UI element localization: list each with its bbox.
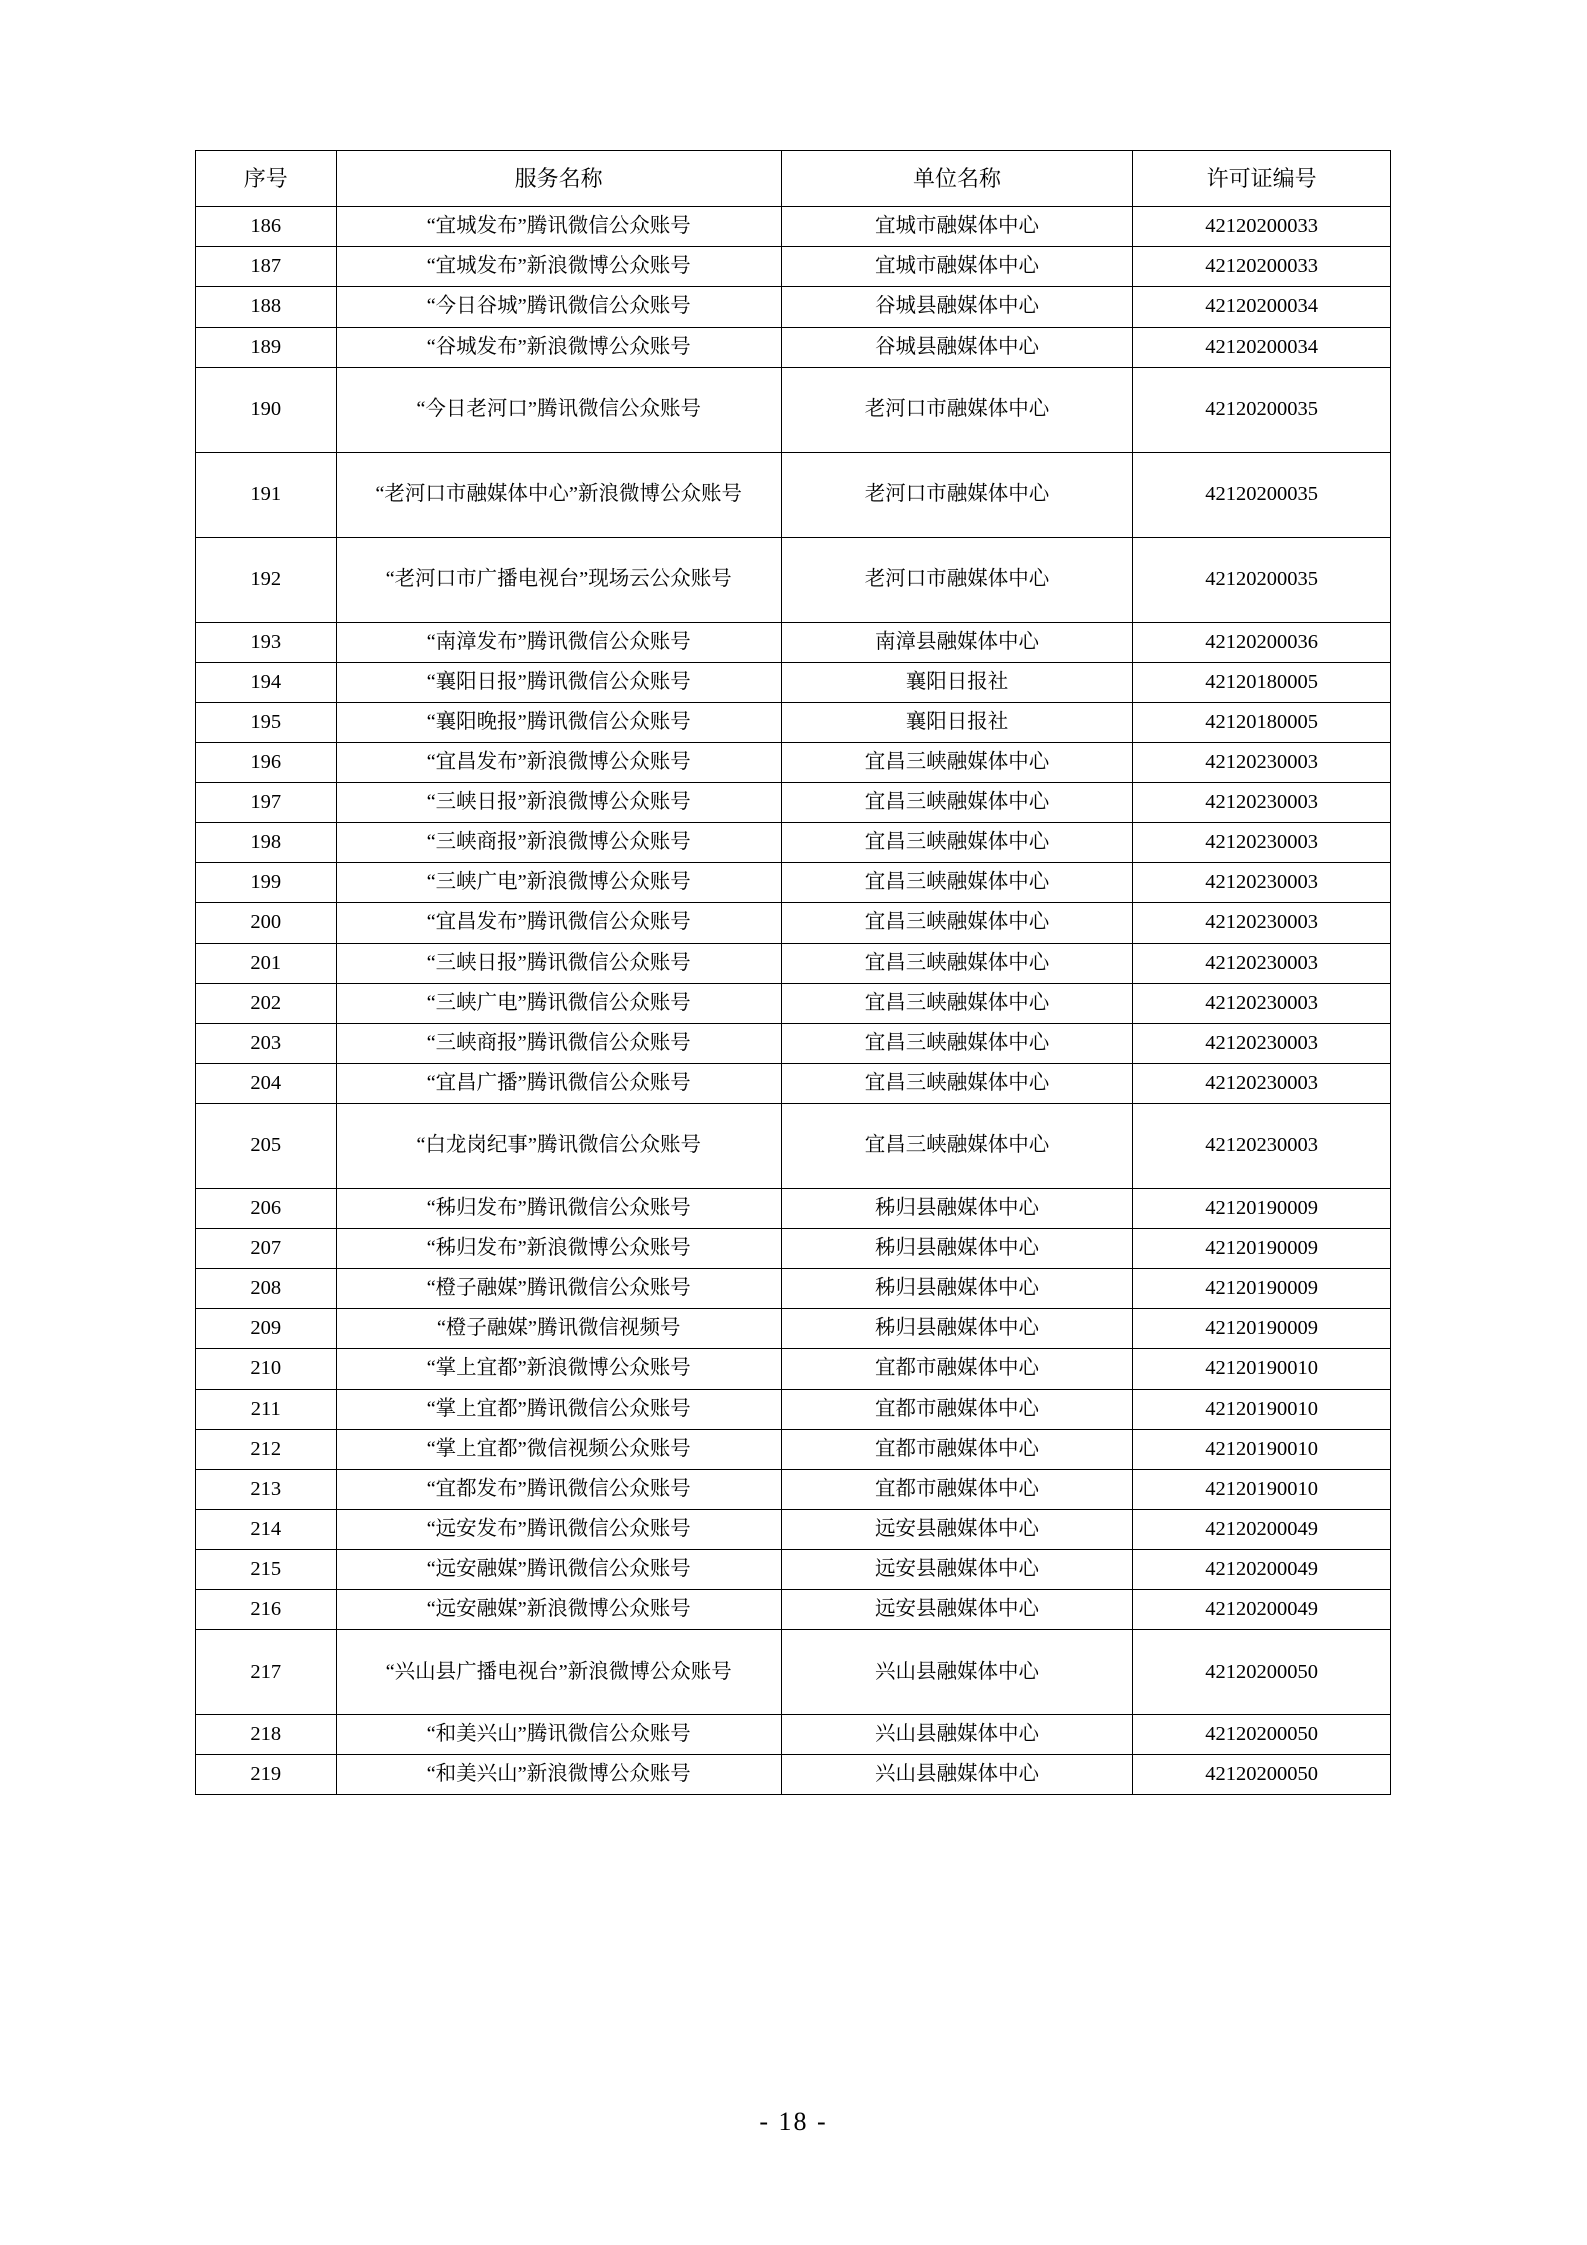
cell-license-number: 42120230003 (1133, 983, 1391, 1023)
cell-license-number: 42120200050 (1133, 1715, 1391, 1755)
cell-unit-name: 兴山县融媒体中心 (781, 1715, 1132, 1755)
cell-service-name: “宜昌发布”新浪微博公众账号 (336, 743, 781, 783)
cell-unit-name: 谷城县融媒体中心 (781, 287, 1132, 327)
cell-service-name: “襄阳日报”腾讯微信公众账号 (336, 662, 781, 702)
table-row (196, 1509, 1391, 1549)
cell-license-number: 42120200033 (1133, 207, 1391, 247)
table-row (196, 1023, 1391, 1063)
table-header-row (196, 151, 1391, 207)
table-row (196, 287, 1391, 327)
cell-license-number: 42120200049 (1133, 1590, 1391, 1630)
cell-unit-name: 兴山县融媒体中心 (781, 1755, 1132, 1795)
cell-service-name: “和美兴山”腾讯微信公众账号 (336, 1715, 781, 1755)
cell-unit-name: 秭归县融媒体中心 (781, 1188, 1132, 1228)
cell-unit-name: 秭归县融媒体中心 (781, 1309, 1132, 1349)
table-row (196, 452, 1391, 537)
cell-unit-name: 谷城县融媒体中心 (781, 327, 1132, 367)
cell-license-number: 42120200035 (1133, 537, 1391, 622)
column-header-service-name: 服务名称 (336, 151, 781, 207)
cell-unit-name: 秭归县融媒体中心 (781, 1229, 1132, 1269)
cell-serial-number: 213 (196, 1469, 337, 1509)
cell-unit-name: 老河口市融媒体中心 (781, 452, 1132, 537)
cell-unit-name: 宜昌三峡融媒体中心 (781, 983, 1132, 1023)
table-row (196, 1715, 1391, 1755)
cell-service-name: “远安发布”腾讯微信公众账号 (336, 1509, 781, 1549)
cell-service-name: “老河口市融媒体中心”新浪微博公众账号 (336, 452, 781, 537)
cell-service-name: “掌上宜都”新浪微博公众账号 (336, 1349, 781, 1389)
cell-license-number: 42120190010 (1133, 1469, 1391, 1509)
cell-serial-number: 200 (196, 903, 337, 943)
cell-serial-number: 197 (196, 783, 337, 823)
cell-serial-number: 210 (196, 1349, 337, 1389)
cell-service-name: “秭归发布”腾讯微信公众账号 (336, 1188, 781, 1228)
cell-serial-number: 208 (196, 1269, 337, 1309)
cell-service-name: “三峡商报”腾讯微信公众账号 (336, 1023, 781, 1063)
cell-service-name: “南漳发布”腾讯微信公众账号 (336, 622, 781, 662)
table-row (196, 823, 1391, 863)
cell-service-name: “远安融媒”腾讯微信公众账号 (336, 1549, 781, 1589)
cell-service-name: “今日老河口”腾讯微信公众账号 (336, 367, 781, 452)
cell-serial-number: 188 (196, 287, 337, 327)
cell-service-name: “橙子融媒”腾讯微信公众账号 (336, 1269, 781, 1309)
cell-service-name: “宜都发布”腾讯微信公众账号 (336, 1469, 781, 1509)
cell-unit-name: 秭归县融媒体中心 (781, 1269, 1132, 1309)
cell-license-number: 42120200034 (1133, 327, 1391, 367)
cell-unit-name: 宜昌三峡融媒体中心 (781, 783, 1132, 823)
cell-unit-name: 宜昌三峡融媒体中心 (781, 1023, 1132, 1063)
cell-unit-name: 老河口市融媒体中心 (781, 537, 1132, 622)
cell-unit-name: 南漳县融媒体中心 (781, 622, 1132, 662)
table-body (196, 207, 1391, 1795)
cell-serial-number: 209 (196, 1309, 337, 1349)
cell-license-number: 42120230003 (1133, 1023, 1391, 1063)
cell-serial-number: 202 (196, 983, 337, 1023)
cell-serial-number: 198 (196, 823, 337, 863)
cell-unit-name: 宜昌三峡融媒体中心 (781, 903, 1132, 943)
cell-license-number: 42120200049 (1133, 1509, 1391, 1549)
cell-license-number: 42120180005 (1133, 702, 1391, 742)
cell-service-name: “宜昌广播”腾讯微信公众账号 (336, 1063, 781, 1103)
cell-service-name: “宜城发布”新浪微博公众账号 (336, 247, 781, 287)
cell-unit-name: 宜昌三峡融媒体中心 (781, 743, 1132, 783)
cell-service-name: “白龙岗纪事”腾讯微信公众账号 (336, 1103, 781, 1188)
cell-serial-number: 193 (196, 622, 337, 662)
cell-serial-number: 194 (196, 662, 337, 702)
cell-service-name: “和美兴山”新浪微博公众账号 (336, 1755, 781, 1795)
cell-serial-number: 214 (196, 1509, 337, 1549)
table-row (196, 1188, 1391, 1228)
cell-license-number: 42120190010 (1133, 1429, 1391, 1469)
cell-serial-number: 187 (196, 247, 337, 287)
table-row (196, 1429, 1391, 1469)
cell-unit-name: 宜城市融媒体中心 (781, 247, 1132, 287)
table-row (196, 743, 1391, 783)
cell-service-name: “秭归发布”新浪微博公众账号 (336, 1229, 781, 1269)
table-row (196, 1229, 1391, 1269)
table-row (196, 1349, 1391, 1389)
table-row (196, 702, 1391, 742)
cell-service-name: “宜昌发布”腾讯微信公众账号 (336, 903, 781, 943)
cell-serial-number: 212 (196, 1429, 337, 1469)
column-header-unit-name: 单位名称 (781, 151, 1132, 207)
cell-unit-name: 宜昌三峡融媒体中心 (781, 943, 1132, 983)
cell-license-number: 42120190010 (1133, 1389, 1391, 1429)
cell-unit-name: 老河口市融媒体中心 (781, 367, 1132, 452)
table-row (196, 327, 1391, 367)
table-row (196, 1269, 1391, 1309)
table-row (196, 622, 1391, 662)
cell-serial-number: 196 (196, 743, 337, 783)
cell-license-number: 42120230003 (1133, 1103, 1391, 1188)
cell-service-name: “今日谷城”腾讯微信公众账号 (336, 287, 781, 327)
table-row (196, 1389, 1391, 1429)
cell-service-name: “三峡广电”腾讯微信公众账号 (336, 983, 781, 1023)
cell-license-number: 42120190010 (1133, 1349, 1391, 1389)
table-row (196, 863, 1391, 903)
cell-serial-number: 211 (196, 1389, 337, 1429)
cell-license-number: 42120200050 (1133, 1755, 1391, 1795)
cell-service-name: “远安融媒”新浪微博公众账号 (336, 1590, 781, 1630)
cell-license-number: 42120230003 (1133, 743, 1391, 783)
cell-license-number: 42120200035 (1133, 452, 1391, 537)
cell-service-name: “三峡广电”新浪微博公众账号 (336, 863, 781, 903)
table-row (196, 943, 1391, 983)
cell-serial-number: 201 (196, 943, 337, 983)
cell-license-number: 42120230003 (1133, 943, 1391, 983)
cell-license-number: 42120190009 (1133, 1229, 1391, 1269)
cell-service-name: “宜城发布”腾讯微信公众账号 (336, 207, 781, 247)
table-row (196, 1103, 1391, 1188)
table-row (196, 1309, 1391, 1349)
cell-license-number: 42120230003 (1133, 823, 1391, 863)
cell-service-name: “掌上宜都”腾讯微信公众账号 (336, 1389, 781, 1429)
cell-serial-number: 190 (196, 367, 337, 452)
cell-unit-name: 远安县融媒体中心 (781, 1509, 1132, 1549)
table-row (196, 783, 1391, 823)
cell-serial-number: 204 (196, 1063, 337, 1103)
cell-license-number: 42120200049 (1133, 1549, 1391, 1589)
table-row (196, 207, 1391, 247)
table-row (196, 1630, 1391, 1715)
table-row (196, 1469, 1391, 1509)
cell-service-name: “三峡日报”腾讯微信公众账号 (336, 943, 781, 983)
cell-license-number: 42120230003 (1133, 783, 1391, 823)
cell-license-number: 42120200036 (1133, 622, 1391, 662)
table-row (196, 537, 1391, 622)
cell-service-name: “谷城发布”新浪微博公众账号 (336, 327, 781, 367)
license-table (195, 150, 1391, 1795)
table-row (196, 1063, 1391, 1103)
table-row (196, 367, 1391, 452)
cell-service-name: “掌上宜都”微信视频公众账号 (336, 1429, 781, 1469)
cell-serial-number: 218 (196, 1715, 337, 1755)
page-number: - 18 - (759, 2107, 828, 2136)
cell-unit-name: 远安县融媒体中心 (781, 1549, 1132, 1589)
cell-serial-number: 199 (196, 863, 337, 903)
cell-unit-name: 宜都市融媒体中心 (781, 1389, 1132, 1429)
cell-license-number: 42120230003 (1133, 1063, 1391, 1103)
table-row (196, 662, 1391, 702)
cell-unit-name: 襄阳日报社 (781, 702, 1132, 742)
cell-license-number: 42120200034 (1133, 287, 1391, 327)
cell-license-number: 42120190009 (1133, 1188, 1391, 1228)
cell-serial-number: 205 (196, 1103, 337, 1188)
cell-license-number: 42120200050 (1133, 1630, 1391, 1715)
cell-service-name: “兴山县广播电视台”新浪微博公众账号 (336, 1630, 781, 1715)
cell-serial-number: 219 (196, 1755, 337, 1795)
cell-license-number: 42120200033 (1133, 247, 1391, 287)
cell-unit-name: 远安县融媒体中心 (781, 1590, 1132, 1630)
cell-serial-number: 203 (196, 1023, 337, 1063)
table-row (196, 1590, 1391, 1630)
cell-serial-number: 191 (196, 452, 337, 537)
cell-serial-number: 207 (196, 1229, 337, 1269)
cell-unit-name: 宜昌三峡融媒体中心 (781, 1063, 1132, 1103)
table-row (196, 903, 1391, 943)
cell-serial-number: 216 (196, 1590, 337, 1630)
cell-serial-number: 189 (196, 327, 337, 367)
column-header-no: 序号 (196, 151, 337, 207)
cell-unit-name: 宜昌三峡融媒体中心 (781, 1103, 1132, 1188)
cell-unit-name: 宜昌三峡融媒体中心 (781, 863, 1132, 903)
cell-serial-number: 215 (196, 1549, 337, 1589)
cell-serial-number: 186 (196, 207, 337, 247)
cell-service-name: “橙子融媒”腾讯微信视频号 (336, 1309, 781, 1349)
cell-unit-name: 宜都市融媒体中心 (781, 1349, 1132, 1389)
cell-serial-number: 217 (196, 1630, 337, 1715)
cell-license-number: 42120180005 (1133, 662, 1391, 702)
cell-unit-name: 宜昌三峡融媒体中心 (781, 823, 1132, 863)
cell-license-number: 42120230003 (1133, 863, 1391, 903)
cell-serial-number: 195 (196, 702, 337, 742)
cell-unit-name: 宜都市融媒体中心 (781, 1469, 1132, 1509)
cell-unit-name: 宜都市融媒体中心 (781, 1429, 1132, 1469)
cell-service-name: “老河口市广播电视台”现场云公众账号 (336, 537, 781, 622)
table-row (196, 983, 1391, 1023)
cell-license-number: 42120190009 (1133, 1309, 1391, 1349)
cell-license-number: 42120230003 (1133, 903, 1391, 943)
cell-license-number: 42120190009 (1133, 1269, 1391, 1309)
table-row (196, 1549, 1391, 1589)
cell-service-name: “三峡商报”新浪微博公众账号 (336, 823, 781, 863)
table-row (196, 1755, 1391, 1795)
cell-unit-name: 襄阳日报社 (781, 662, 1132, 702)
cell-unit-name: 兴山县融媒体中心 (781, 1630, 1132, 1715)
cell-serial-number: 192 (196, 537, 337, 622)
cell-serial-number: 206 (196, 1188, 337, 1228)
cell-service-name: “襄阳晚报”腾讯微信公众账号 (336, 702, 781, 742)
column-header-license-no: 许可证编号 (1133, 151, 1391, 207)
cell-service-name: “三峡日报”新浪微博公众账号 (336, 783, 781, 823)
cell-license-number: 42120200035 (1133, 367, 1391, 452)
cell-unit-name: 宜城市融媒体中心 (781, 207, 1132, 247)
table-row (196, 247, 1391, 287)
